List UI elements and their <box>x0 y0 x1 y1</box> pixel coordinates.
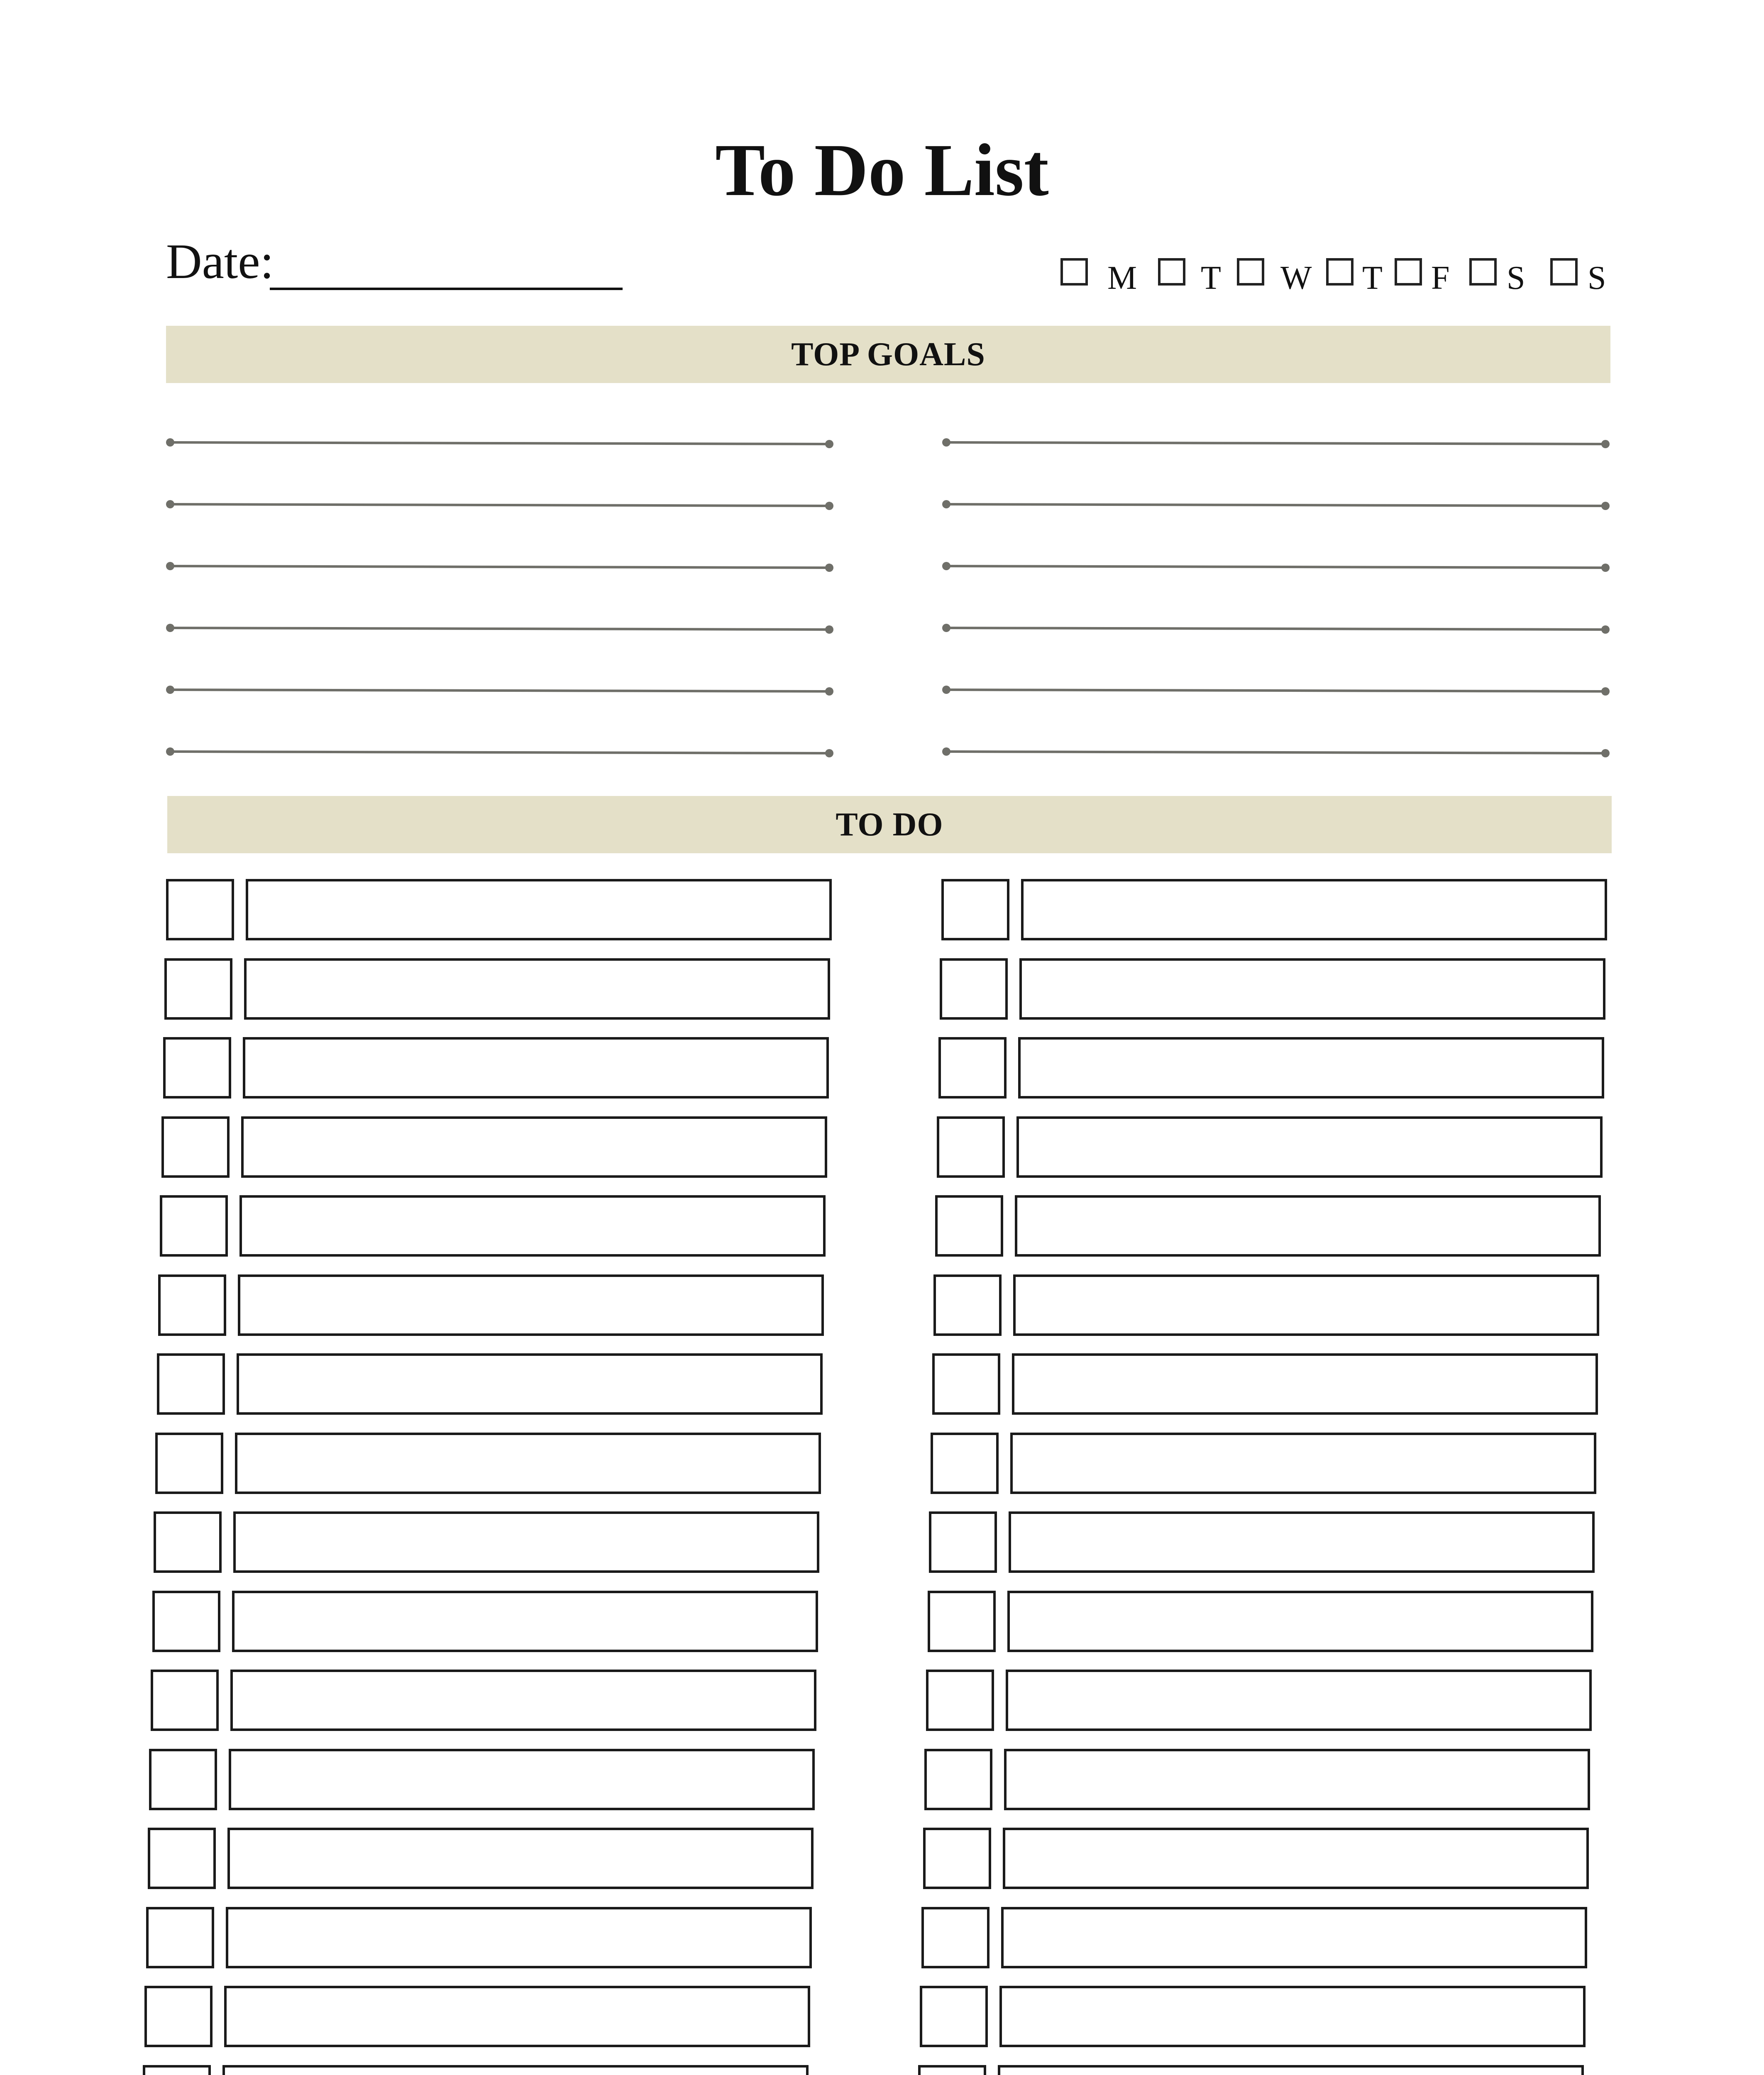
goal-line-left-1[interactable] <box>166 438 833 448</box>
weekday-label-7: S <box>1588 260 1606 296</box>
weekday-selector <box>0 249 1764 295</box>
todo-text-field-right-2[interactable] <box>1019 958 1605 1020</box>
weekday-checkbox-4[interactable] <box>1326 258 1354 286</box>
todo-text-field-left-14[interactable] <box>226 1907 812 1968</box>
todo-text-field-left-9[interactable] <box>233 1511 819 1573</box>
todo-checkbox-right-1[interactable] <box>941 879 1009 940</box>
todo-checkbox-left-2[interactable] <box>164 958 232 1020</box>
weekday-checkbox-6[interactable] <box>1469 258 1497 286</box>
todo-text-field-left-15[interactable] <box>224 1986 810 2047</box>
todo-checkbox-left-1[interactable] <box>166 879 234 940</box>
todo-checkbox-right-8[interactable] <box>931 1433 999 1494</box>
todo-text-field-right-7[interactable] <box>1012 1353 1598 1415</box>
todo-text-field-right-1[interactable] <box>1021 879 1607 940</box>
todo-checkbox-right-5[interactable] <box>935 1195 1003 1257</box>
todo-text-field-left-4[interactable] <box>241 1116 827 1178</box>
todo-text-field-left-7[interactable] <box>237 1353 823 1415</box>
weekday-checkbox-7[interactable] <box>1550 258 1578 286</box>
todo-text-field-left-6[interactable] <box>238 1274 824 1336</box>
todo-text-field-right-13[interactable] <box>1003 1828 1589 1889</box>
todo-checkbox-left-7[interactable] <box>157 1353 225 1415</box>
todo-checkbox-right-7[interactable] <box>932 1353 1000 1415</box>
todo-checkbox-left-13[interactable] <box>148 1828 216 1889</box>
todo-checkbox-left-4[interactable] <box>161 1116 230 1178</box>
todo-text-field-right-8[interactable] <box>1010 1433 1596 1494</box>
todo-checkbox-left-15[interactable] <box>144 1986 213 2047</box>
goal-line-right-2[interactable] <box>942 500 1610 510</box>
todo-checkbox-left-12[interactable] <box>149 1749 217 1810</box>
todo-checkbox-right-2[interactable] <box>940 958 1008 1020</box>
todo-checkbox-right-11[interactable] <box>926 1670 994 1731</box>
todo-text-field-left-12[interactable] <box>229 1749 815 1810</box>
todo-checkbox-right-16[interactable] <box>918 2065 986 2075</box>
todo-text-field-right-9[interactable] <box>1009 1511 1595 1573</box>
todo-text-field-right-14[interactable] <box>1001 1907 1587 1968</box>
todo-text-field-right-3[interactable] <box>1018 1037 1604 1099</box>
todo-checkbox-right-4[interactable] <box>937 1116 1005 1178</box>
date-label: Date: <box>166 234 274 289</box>
goal-line-right-3[interactable] <box>942 562 1610 572</box>
todo-text-field-left-13[interactable] <box>227 1828 814 1889</box>
todo-text-field-right-10[interactable] <box>1007 1591 1593 1652</box>
todo-checkbox-right-15[interactable] <box>920 1986 988 2047</box>
goal-line-left-3[interactable] <box>166 562 833 572</box>
todo-checkbox-left-8[interactable] <box>155 1433 223 1494</box>
goal-line-right-5[interactable] <box>942 686 1610 696</box>
weekday-label-1: M <box>1107 260 1137 296</box>
todo-checkbox-left-10[interactable] <box>152 1591 220 1652</box>
todo-checkbox-right-14[interactable] <box>921 1907 990 1968</box>
todo-checkbox-left-16[interactable] <box>143 2065 211 2075</box>
page-title: To Do List <box>715 129 1049 211</box>
todo-text-field-left-10[interactable] <box>232 1591 818 1652</box>
weekday-checkbox-1[interactable] <box>1060 258 1088 286</box>
section-header-to-do: TO DO <box>167 796 1612 853</box>
todo-text-field-right-16[interactable] <box>998 2065 1584 2075</box>
goal-line-right-4[interactable] <box>942 624 1610 634</box>
section-header-top-goals: TOP GOALS <box>166 326 1610 383</box>
weekday-checkbox-2[interactable] <box>1158 258 1185 286</box>
todo-checkbox-right-6[interactable] <box>933 1274 1002 1336</box>
todo-checkbox-left-14[interactable] <box>146 1907 214 1968</box>
todo-text-field-left-8[interactable] <box>235 1433 821 1494</box>
todo-checkbox-right-10[interactable] <box>928 1591 996 1652</box>
goal-line-left-5[interactable] <box>166 686 833 696</box>
todo-text-field-left-1[interactable] <box>246 879 832 940</box>
todo-checkbox-right-9[interactable] <box>929 1511 997 1573</box>
weekday-label-3: W <box>1280 260 1312 296</box>
goal-line-right-6[interactable] <box>942 747 1610 757</box>
weekday-label-4: T <box>1362 260 1383 296</box>
todo-checkbox-left-11[interactable] <box>151 1670 219 1731</box>
goal-line-left-4[interactable] <box>166 624 833 634</box>
goal-line-left-2[interactable] <box>166 500 833 510</box>
todo-text-field-right-12[interactable] <box>1004 1749 1590 1810</box>
todo-checkbox-left-5[interactable] <box>160 1195 228 1257</box>
todo-checkbox-left-9[interactable] <box>154 1511 222 1573</box>
todo-checkbox-left-3[interactable] <box>163 1037 231 1099</box>
todo-text-field-right-11[interactable] <box>1006 1670 1592 1731</box>
weekday-label-6: S <box>1507 260 1525 296</box>
weekday-checkbox-3[interactable] <box>1237 258 1264 286</box>
weekday-label-5: F <box>1431 260 1450 296</box>
todo-checkbox-right-12[interactable] <box>924 1749 992 1810</box>
todo-checkbox-right-13[interactable] <box>923 1828 991 1889</box>
todo-checkbox-right-3[interactable] <box>938 1037 1007 1099</box>
todo-text-field-left-3[interactable] <box>243 1037 829 1099</box>
todo-text-field-left-16[interactable] <box>222 2065 809 2075</box>
todo-text-field-right-6[interactable] <box>1013 1274 1599 1336</box>
weekday-label-2: T <box>1201 260 1221 296</box>
todo-text-field-right-5[interactable] <box>1015 1195 1601 1257</box>
weekday-checkbox-5[interactable] <box>1395 258 1422 286</box>
todo-checkbox-left-6[interactable] <box>158 1274 226 1336</box>
goal-line-right-1[interactable] <box>942 438 1610 448</box>
goal-line-left-6[interactable] <box>166 747 833 757</box>
todo-text-field-right-4[interactable] <box>1016 1116 1603 1178</box>
todo-text-field-right-15[interactable] <box>999 1986 1586 2047</box>
todo-text-field-left-5[interactable] <box>239 1195 826 1257</box>
todo-text-field-left-11[interactable] <box>230 1670 816 1731</box>
todo-text-field-left-2[interactable] <box>244 958 830 1020</box>
